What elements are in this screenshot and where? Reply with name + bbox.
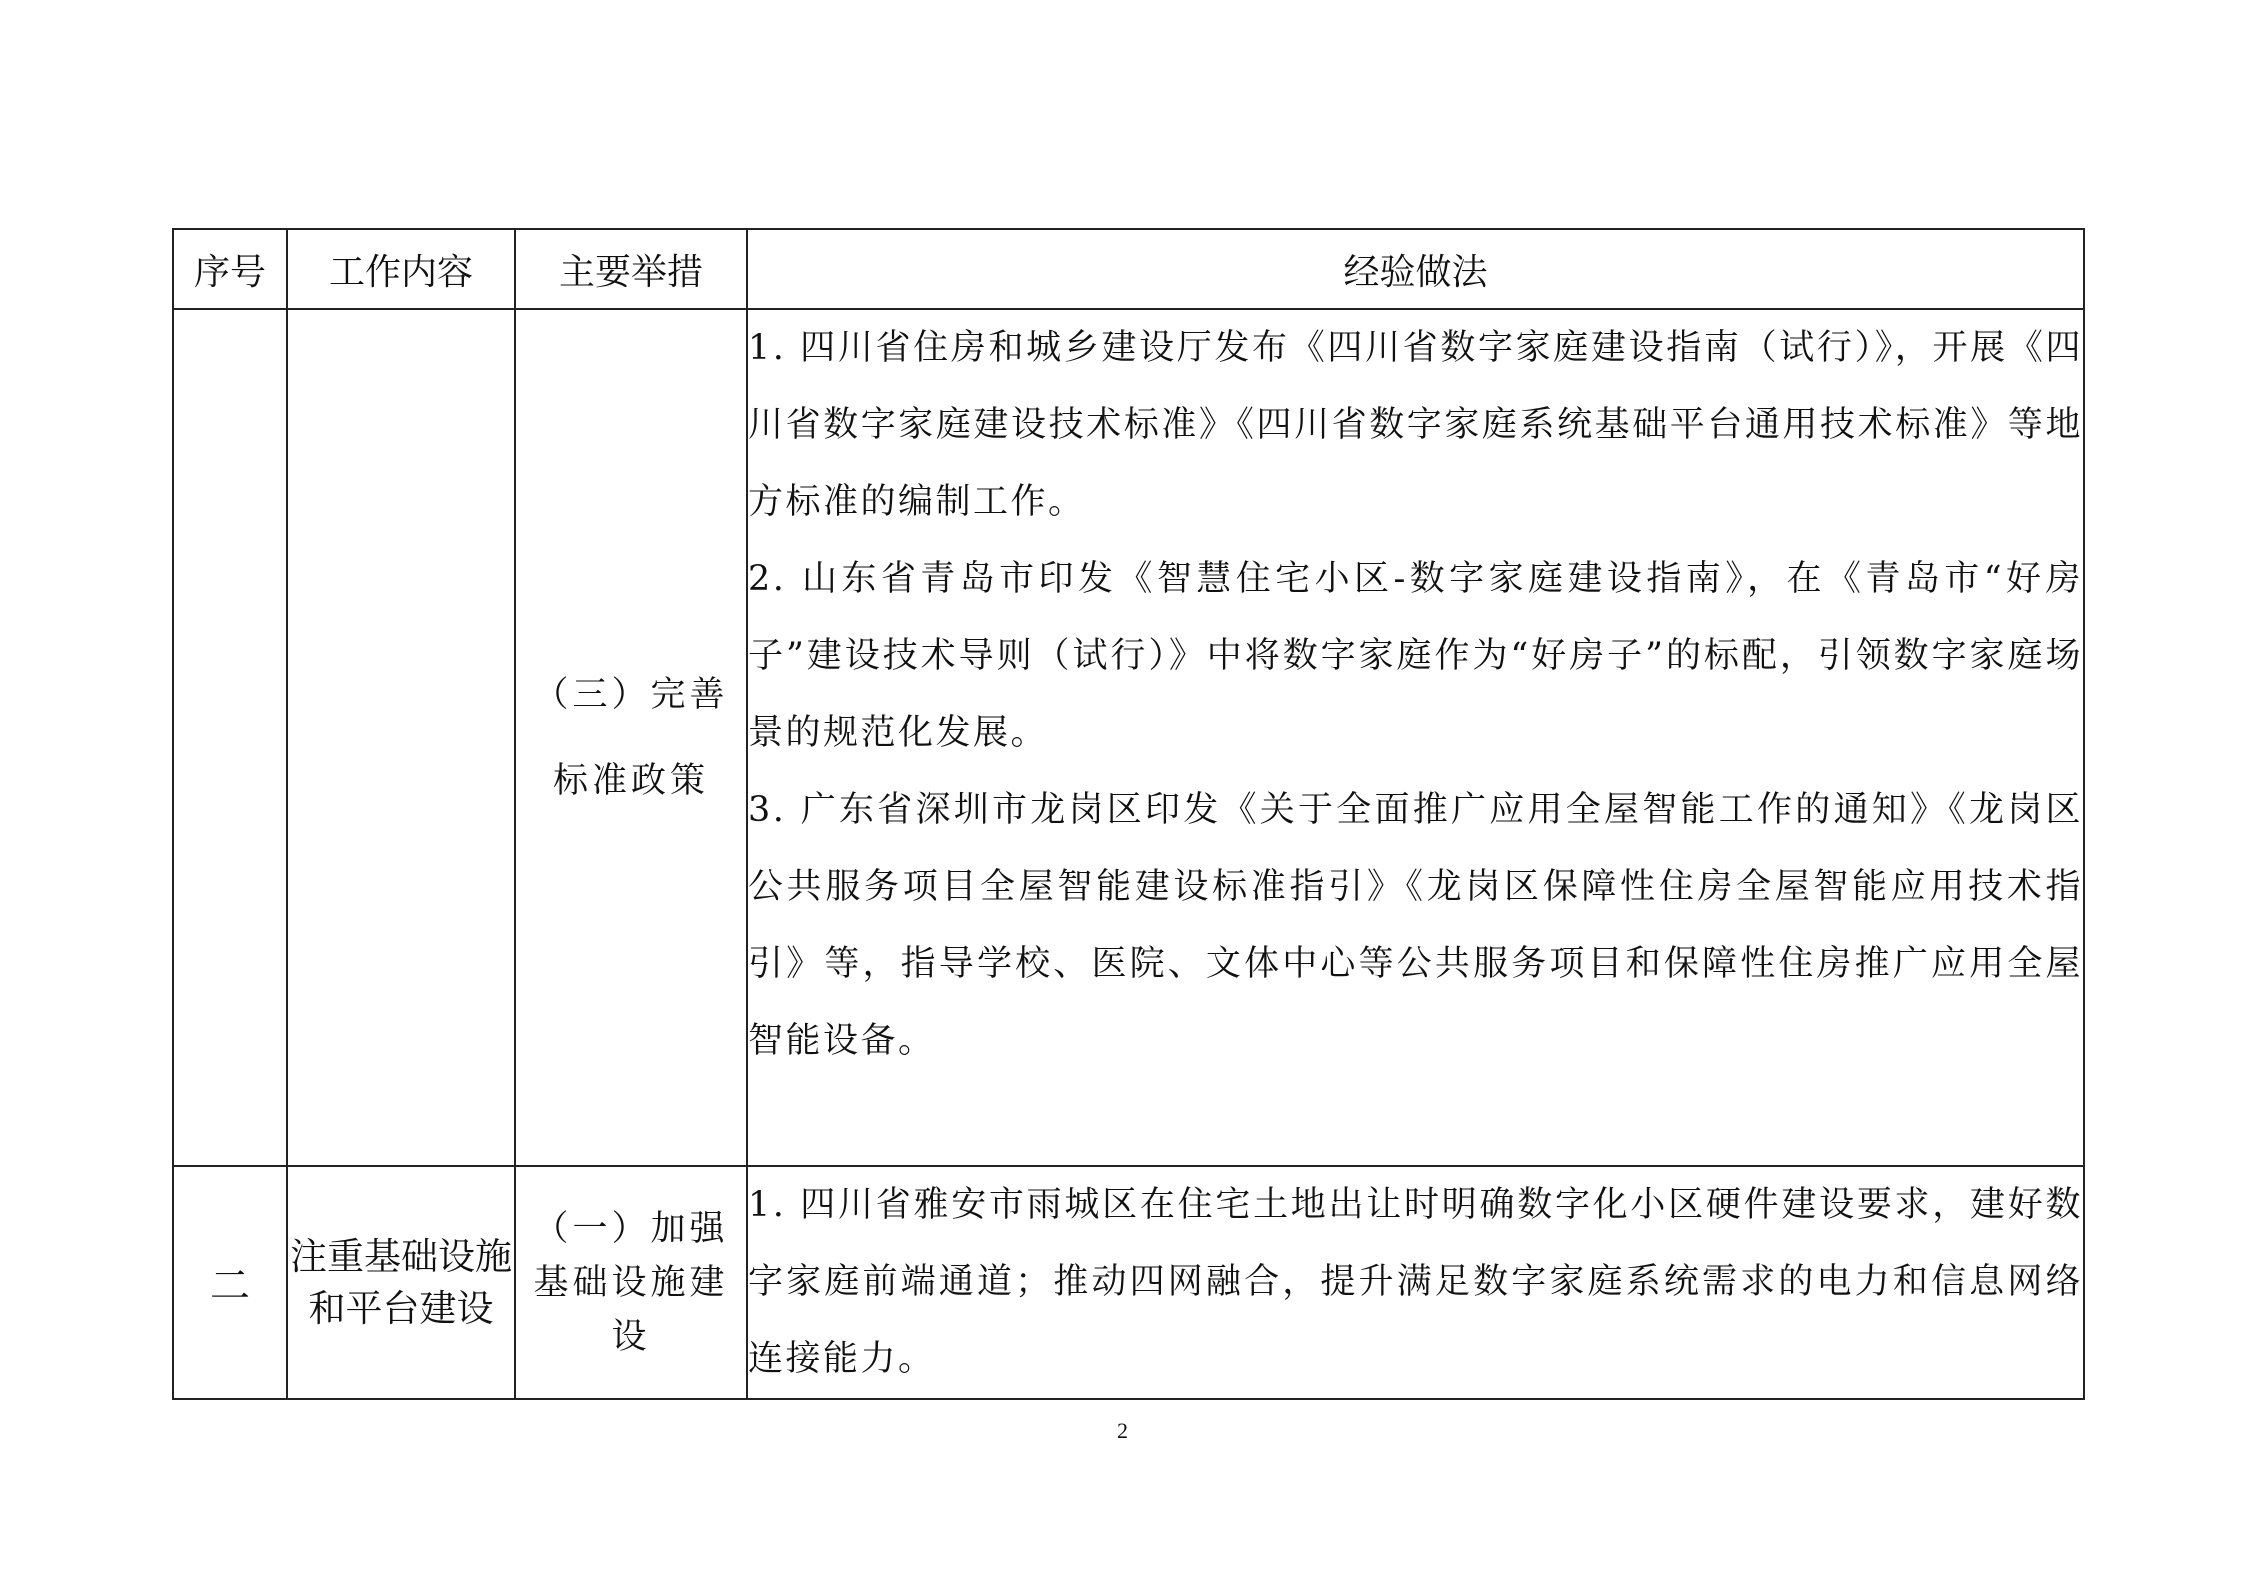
header-work-content: 工作内容 (287, 229, 515, 309)
table-row (173, 309, 2084, 1166)
seq-cell (173, 309, 287, 1166)
practices-cell (747, 309, 2084, 1166)
practice-item: 1. 四川省雅安市雨城区在住宅土地出让时明确数字化小区硬件建设要求，建好数字家庭前端通道；推动四网融合，提升满足数字家庭系统需求的电力和信息网络连接能力。 (748, 1185, 2083, 1379)
measure-cell: （三）完善标准政策 (515, 309, 747, 1166)
page-number: 2 (1117, 1418, 1128, 1443)
table-header-row (173, 229, 2084, 309)
table-row (173, 1166, 2084, 1399)
header-seq: 序号 (173, 229, 287, 309)
header-main-measures: 主要举措 (515, 229, 747, 309)
practice-item: 3. 广东省深圳市龙岗区印发《关于全面推广应用全屋智能工作的通知》《龙岗区公共服务项目全屋智能建设标准指引》《龙岗区保障性住房全屋智能应用技术指引》等，指导学校、医院、文体中心等公共服务项目和保障性住房推广应用全屋智能设备。 (748, 790, 2083, 1061)
work-content-cell: 注重基础设施和平台建设 (287, 1166, 515, 1399)
header-experience-practices: 经验做法 (747, 229, 2084, 309)
practice-item: 2. 山东省青岛市印发《智慧住宅小区-数字家庭建设指南》，在《青岛市“好房子”建设技术导则（试行）》中将数字家庭作为“好房子”的标配，引领数字家庭场景的规范化发展。 (748, 559, 2083, 753)
seq-cell: 二 (173, 1166, 287, 1399)
measure-cell: （一）加强基础设施建设 (515, 1166, 747, 1399)
work-content-cell (287, 309, 515, 1166)
practice-item: 1. 四川省住房和城乡建设厅发布《四川省数字家庭建设指南（试行）》，开展《四川省数字家庭建设技术标准》《四川省数字家庭系统基础平台通用技术标准》等地方标准的编制工作。 (748, 328, 2083, 522)
experience-table (172, 228, 2085, 1400)
practices-cell (747, 1166, 2084, 1399)
